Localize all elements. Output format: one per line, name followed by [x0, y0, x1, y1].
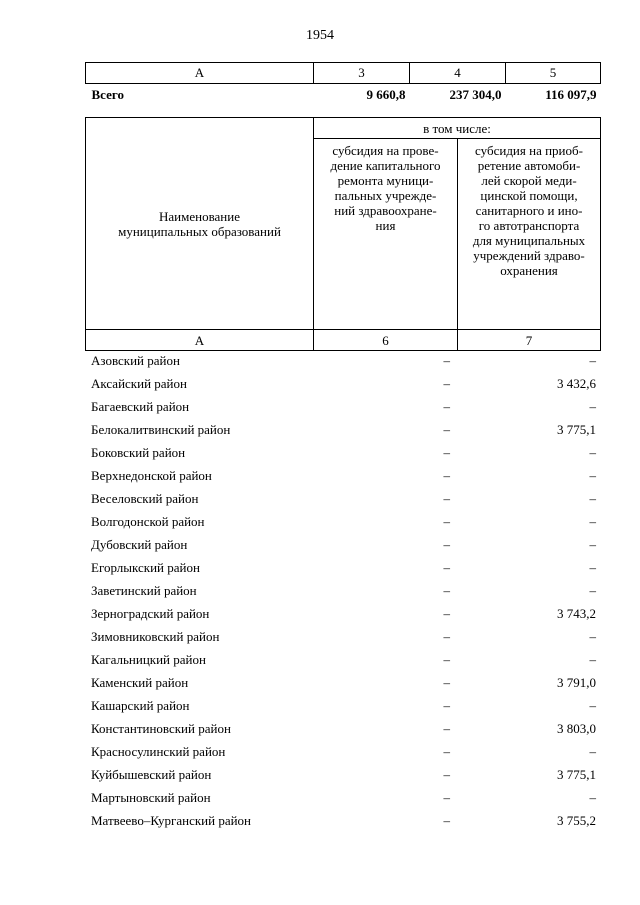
top-header-col-5: 5: [506, 63, 601, 84]
col6-header-line: пальных учрежде-: [334, 188, 437, 203]
col6-value: –: [443, 376, 450, 391]
col6-value: –: [443, 537, 450, 552]
col7-value: –: [589, 652, 596, 667]
municipality-name-header: [86, 118, 314, 330]
municipality-name: Аксайский район: [91, 376, 187, 391]
col7-value: 3 755,2: [557, 813, 596, 828]
municipality-name: Дубовский район: [91, 537, 188, 552]
table-row: [85, 350, 600, 373]
table-row: [85, 580, 600, 603]
column-index-a: А: [86, 330, 314, 351]
including-header: в том числе:: [314, 118, 601, 139]
col6-value: –: [443, 399, 450, 414]
table-row: [85, 741, 600, 764]
municipality-name: Егорлыкский район: [91, 560, 200, 575]
col6-value: –: [443, 698, 450, 713]
municipality-name-header-line2: муниципальных образований: [118, 223, 281, 239]
table-row: [85, 511, 600, 534]
col6-header-line: дение капитального: [330, 158, 441, 173]
main-header-table: [85, 117, 601, 351]
col7-header-line: охранения: [500, 263, 558, 278]
table-row: [85, 442, 600, 465]
col7-value: –: [589, 537, 596, 552]
top-header-table: [85, 62, 601, 106]
municipality-name-header-line1: Наименование: [159, 208, 240, 224]
col6-value: –: [443, 721, 450, 736]
municipality-name: Боковский район: [91, 445, 186, 460]
col7-value: –: [589, 491, 596, 506]
municipality-name: Каменский район: [91, 675, 189, 690]
col7-header-line: лей скорой меди-: [481, 173, 577, 188]
col6-header-line: ний здравоохране-: [334, 203, 437, 218]
col6-value: –: [443, 813, 450, 828]
page-number: 1954: [306, 28, 334, 43]
col7-value: –: [589, 353, 596, 368]
column-index-6: 6: [314, 330, 458, 351]
total-col-5: 116 097,9: [545, 87, 597, 102]
col7-value: –: [589, 468, 596, 483]
col7-value: –: [589, 698, 596, 713]
col7-header-line: для муниципальных: [472, 233, 586, 248]
table-row: [85, 373, 600, 396]
col7-value: 3 791,0: [557, 675, 596, 690]
table-row: [85, 603, 600, 626]
municipality-name: Красносулинский район: [91, 744, 226, 759]
municipality-name: Верхнедонской район: [91, 468, 212, 483]
total-col-3: 9 660,8: [366, 87, 406, 102]
col6-value: –: [443, 629, 450, 644]
col7-value: –: [589, 744, 596, 759]
top-header-col-3: 3: [314, 63, 410, 84]
col6-value: –: [443, 491, 450, 506]
col6-value: –: [443, 675, 450, 690]
municipality-name: Белокалитвинский район: [91, 422, 231, 437]
col7-value: –: [589, 629, 596, 644]
table-row: [85, 695, 600, 718]
col7-value: 3 743,2: [557, 606, 596, 621]
col6-value: –: [443, 652, 450, 667]
municipality-name: Багаевский район: [91, 399, 190, 414]
col7-header-line: санитарного и ино-: [475, 203, 583, 218]
col6-header-line: ния: [375, 218, 396, 233]
municipality-name: Заветинский район: [91, 583, 197, 598]
col6-value: –: [443, 468, 450, 483]
col7-value: –: [589, 583, 596, 598]
col6-header-line: ремонта муници-: [337, 173, 434, 188]
municipality-name: Кашарский район: [91, 698, 190, 713]
col6-value: –: [443, 744, 450, 759]
table-row: [85, 396, 600, 419]
col6-header: [314, 139, 458, 330]
municipality-name: Мартыновский район: [91, 790, 211, 805]
table-row: [85, 534, 600, 557]
municipality-name: Волгодонской район: [91, 514, 205, 529]
col7-value: 3 775,1: [557, 422, 596, 437]
column-index-row: [86, 330, 601, 351]
col7-header-line: го автотранспорта: [478, 218, 580, 233]
col7-value: 3 803,0: [557, 721, 596, 736]
col6-value: –: [443, 560, 450, 575]
top-header-row: [86, 63, 601, 84]
table-row: [85, 419, 600, 442]
col7-header-line: ретение автомоби-: [477, 158, 581, 173]
col6-value: –: [443, 606, 450, 621]
col7-value: 3 775,1: [557, 767, 596, 782]
table-row: [85, 764, 600, 787]
table-row: [85, 649, 600, 672]
column-index-7: 7: [458, 330, 601, 351]
municipality-name: Кагальницкий район: [91, 652, 206, 667]
col7-value: –: [589, 790, 596, 805]
data-rows: [85, 350, 600, 833]
total-col-4: 237 304,0: [449, 87, 502, 102]
col7-header: [458, 139, 601, 330]
col6-value: –: [443, 790, 450, 805]
table-row: [85, 810, 600, 833]
municipality-name: Константиновский район: [91, 721, 231, 736]
col7-value: 3 432,6: [557, 376, 596, 391]
col7-header-line: цинской помощи,: [480, 188, 578, 203]
table-row: [85, 465, 600, 488]
col6-value: –: [443, 583, 450, 598]
top-header-col-a: А: [86, 63, 314, 84]
municipality-name: Азовский район: [91, 353, 180, 368]
col6-header-line: субсидия на прове-: [332, 143, 439, 158]
col6-value: –: [443, 353, 450, 368]
total-label: Всего: [91, 87, 124, 102]
municipality-name: Зерноградский район: [91, 606, 210, 621]
table-row: [85, 787, 600, 810]
top-header-col-4: 4: [410, 63, 506, 84]
col6-value: –: [443, 767, 450, 782]
table-row: [85, 557, 600, 580]
municipality-name: Веселовский район: [91, 491, 199, 506]
col6-value: –: [443, 422, 450, 437]
col6-value: –: [443, 445, 450, 460]
col6-value: –: [443, 514, 450, 529]
col7-value: –: [589, 514, 596, 529]
col7-value: –: [589, 560, 596, 575]
table-row: [85, 718, 600, 741]
col7-value: –: [589, 399, 596, 414]
col7-value: –: [589, 445, 596, 460]
col7-header-line: учреждений здраво-: [473, 248, 585, 263]
col7-header-line: субсидия на приоб-: [475, 143, 583, 158]
table-row: [85, 488, 600, 511]
total-row: [86, 84, 601, 107]
municipality-name: Куйбышевский район: [91, 767, 212, 782]
table-row: [85, 626, 600, 649]
table-row: [85, 672, 600, 695]
municipality-name: Матвеево–Курганский район: [91, 813, 252, 828]
municipality-name: Зимовниковский район: [91, 629, 220, 644]
